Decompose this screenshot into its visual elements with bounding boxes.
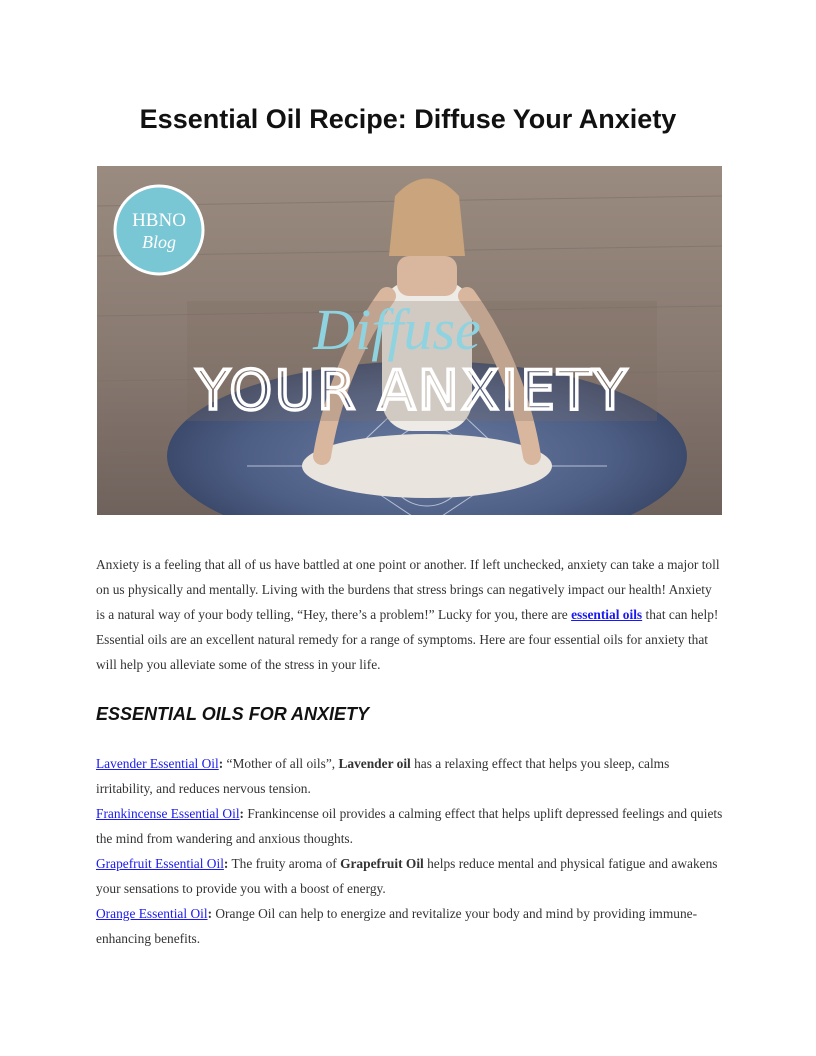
oil-separator: : — [223, 856, 229, 871]
grapefruit-link[interactable]: Grapefruit Essential Oil — [96, 856, 224, 871]
oil-text: “Mother of all oils”, — [223, 756, 339, 771]
hero-image — [97, 166, 722, 515]
oil-item-lavender — [96, 751, 726, 801]
oil-text: Orange Oil can help to energize and revitalize your body and mind by providing immune-enhancing benefits. — [96, 906, 698, 946]
oil-text: helps reduce mental and physical fatigue and awakens your sensations to provide you with a boost of energy. — [96, 856, 718, 896]
intro-section — [96, 552, 721, 677]
oil-bold: Grapefruit Oil — [340, 856, 424, 871]
intro-text-after: that can help! — [642, 607, 719, 622]
hero-script-word: Diffuse — [313, 297, 481, 362]
oil-item-grapefruit — [96, 851, 726, 901]
hero-illustration — [97, 166, 722, 515]
hbno-blog-badge — [115, 186, 203, 274]
intro-paragraph-2: Essential oils are an excellent natural remedy for a range of symptoms. Here are four essential oils for anxiety that will help you alleviate some of the stress in your life. — [96, 632, 709, 672]
oil-separator: : — [239, 806, 245, 821]
essential-oils-link[interactable]: essential oils — [571, 607, 643, 622]
section-heading: ESSENTIAL OILS FOR ANXIETY — [96, 704, 370, 724]
oil-item-orange — [96, 901, 726, 951]
oils-list — [96, 751, 726, 951]
hero-headline: YOUR ANXIETY — [196, 359, 630, 422]
oil-item-frankincense — [96, 801, 726, 851]
badge-line-2: Blog — [142, 232, 176, 252]
intro-text-before: Anxiety is a feeling that all of us have battled at one point or another. If left unchecked, anxiety can take a major toll on us physically and mentally. Living with the burdens that stress brings can negatively impact our health! Anxiety is a natural way of your body telling, “Hey, there’s a problem!” Lucky for you, there are — [96, 557, 720, 622]
badge-line-1: HBNO — [132, 210, 186, 231]
orange-link[interactable]: Orange Essential Oil — [96, 906, 208, 921]
oil-bold: Lavender oil — [338, 756, 411, 771]
frankincense-link[interactable]: Frankincense Essential Oil — [96, 806, 240, 821]
oil-separator: : — [207, 906, 213, 921]
oil-text: has a relaxing effect that helps you sleep, calms irritability, and reduces nervous tension. — [96, 756, 670, 796]
page-title: Essential Oil Recipe: Diffuse Your Anxiety — [139, 104, 677, 134]
intro-paragraph-1 — [96, 552, 721, 627]
lavender-link[interactable]: Lavender Essential Oil — [96, 756, 219, 771]
oil-text: Frankincense oil provides a calming effect that helps uplift depressed feelings and quiets the mind from wandering and anxious thoughts. — [96, 806, 723, 846]
oil-text: The fruity aroma of — [228, 856, 341, 871]
oil-separator: : — [218, 756, 224, 771]
